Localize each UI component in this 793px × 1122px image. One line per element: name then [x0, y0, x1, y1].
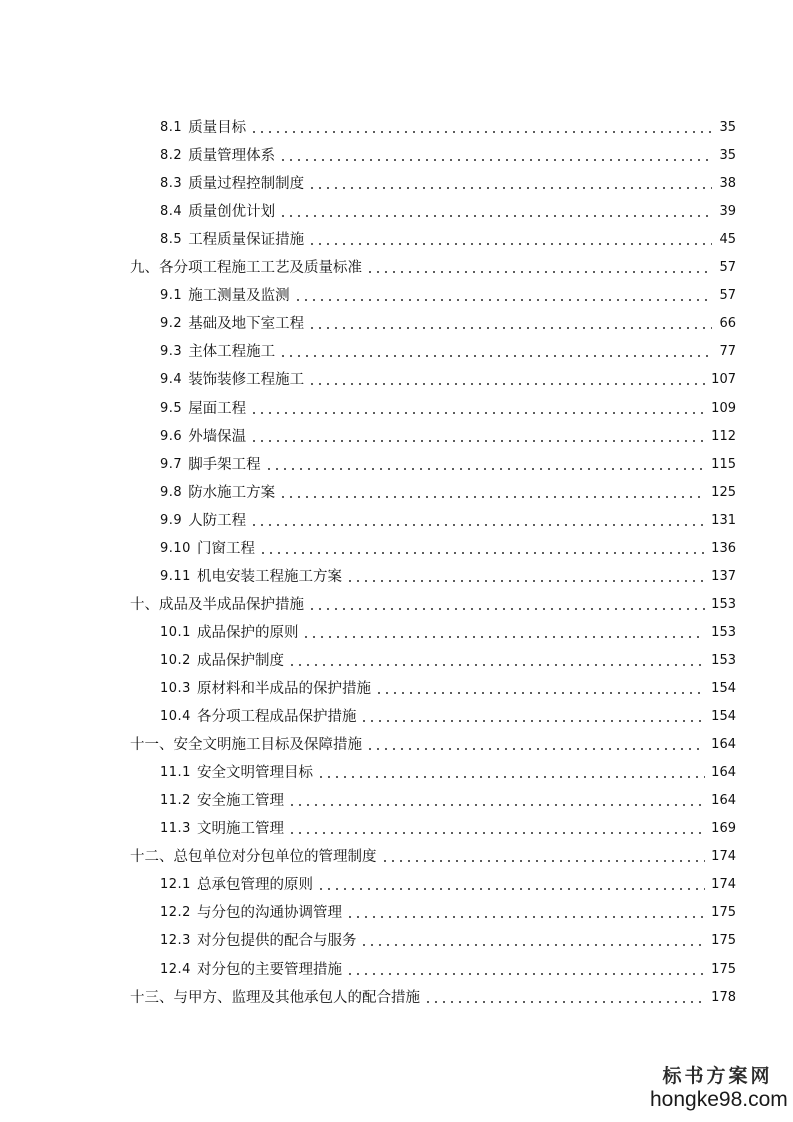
toc-section-entry[interactable]	[160, 791, 736, 811]
toc-entry-title: 成品保护的原则	[196, 624, 299, 641]
toc-dot-leader	[308, 314, 712, 334]
toc-entry-page: 154	[711, 681, 736, 696]
toc-entry-page: 125	[711, 484, 736, 500]
toc-section-entry[interactable]	[160, 903, 736, 923]
toc-entry-title: 门窗工程	[196, 540, 255, 557]
toc-dot-leader	[308, 595, 705, 615]
toc-section-entry[interactable]	[160, 763, 736, 783]
toc-entry-number: 9.1	[160, 288, 183, 304]
toc-entry-number: 8.4	[160, 204, 183, 220]
toc-entry-number: 十、	[130, 596, 159, 613]
toc-entry-page: 136	[711, 540, 736, 556]
toc-dot-leader	[250, 118, 712, 138]
toc-section-entry[interactable]	[160, 567, 736, 587]
toc-dot-leader	[250, 399, 705, 419]
toc-chapter-entry[interactable]	[130, 847, 736, 867]
toc-entry-page: 153	[711, 624, 736, 640]
toc-entry-number: 九、	[130, 260, 159, 277]
toc-chapter-entry[interactable]	[130, 595, 736, 615]
toc-section-entry[interactable]	[160, 286, 736, 306]
toc-entry-title: 安全文明管理目标	[196, 765, 313, 782]
toc-entry-number: 9.6	[160, 428, 183, 444]
toc-entry-page: 175	[711, 961, 736, 977]
toc-entry-number: 8.2	[160, 148, 183, 164]
toc-entry-page: 35	[719, 120, 736, 135]
toc-entry-number: 十三、	[130, 989, 174, 1006]
toc-entry-title: 装饰装修工程施工	[188, 372, 305, 389]
toc-section-entry[interactable]	[160, 230, 736, 250]
toc-entry-number: 12.4	[160, 961, 191, 977]
toc-dot-leader	[381, 847, 706, 867]
toc-section-entry[interactable]	[160, 399, 736, 419]
toc-entry-number: 12.1	[160, 877, 191, 893]
toc-dot-leader	[366, 258, 712, 278]
toc-entry-number: 8.1	[160, 120, 183, 135]
toc-entry-number: 9.7	[160, 456, 183, 472]
watermark-name: 标书方案网	[662, 1065, 773, 1087]
toc-entry-page: 112	[711, 428, 736, 444]
toc-entry-page: 39	[719, 204, 736, 220]
toc-section-entry[interactable]	[160, 370, 736, 390]
toc-entry-title: 质量过程控制制度	[188, 176, 305, 193]
toc-dot-leader	[279, 483, 705, 503]
toc-section-entry[interactable]	[160, 623, 736, 643]
toc-entry-title: 防水施工方案	[188, 484, 276, 501]
toc-entry-number: 9.3	[160, 344, 183, 360]
toc-dot-leader	[302, 623, 705, 643]
toc-entry-number: 9.5	[160, 400, 183, 416]
toc-section-entry[interactable]	[160, 118, 736, 138]
toc-entry-page: 107	[711, 372, 736, 388]
toc-entry-title: 安全施工管理	[196, 793, 284, 810]
toc-entry-title: 成品保护制度	[196, 652, 284, 669]
toc-entry-number: 12.2	[160, 905, 191, 921]
toc-section-entry[interactable]	[160, 539, 736, 559]
toc-entry-number: 9.11	[160, 568, 191, 584]
toc-dot-leader	[279, 342, 712, 362]
toc-dot-leader	[366, 735, 705, 755]
toc-entry-title: 屋面工程	[188, 400, 247, 417]
toc-entry-number: 12.3	[160, 933, 191, 949]
watermark-logo	[650, 1064, 788, 1112]
toc-entry-title: 质量目标	[188, 120, 247, 136]
toc-entry-number: 11.2	[160, 793, 191, 809]
toc-chapter-entry[interactable]	[130, 988, 736, 1008]
toc-entry-title: 成品及半成品保护措施	[159, 596, 304, 613]
toc-entry-number: 10.2	[160, 652, 191, 668]
toc-entry-number: 9.2	[160, 316, 183, 332]
toc-entry-page: 164	[711, 765, 736, 781]
toc-section-entry[interactable]	[160, 960, 736, 980]
toc-entry-page: 66	[719, 316, 736, 332]
toc-section-entry[interactable]	[160, 819, 736, 839]
toc-entry-number: 9.8	[160, 484, 183, 500]
toc-entry-page: 57	[719, 260, 736, 276]
toc-entry-number: 10.4	[160, 709, 191, 725]
toc-entry-page: 175	[711, 933, 736, 949]
toc-entry-page: 77	[719, 344, 736, 360]
toc-entry-title: 质量创优计划	[188, 204, 276, 221]
toc-entry-number: 十二、	[130, 849, 174, 866]
toc-section-entry[interactable]	[160, 483, 736, 503]
toc-entry-page: 153	[711, 652, 736, 668]
toc-entry-page: 153	[711, 596, 736, 612]
toc-entry-page: 164	[711, 737, 736, 753]
toc-entry-number: 9.9	[160, 512, 183, 528]
toc-entry-number: 9.10	[160, 540, 191, 556]
toc-entry-page: 169	[711, 821, 736, 837]
toc-entry-number: 8.5	[160, 232, 183, 248]
toc-section-entry[interactable]	[160, 651, 736, 671]
toc-entry-title: 与甲方、监理及其他承包人的配合措施	[173, 989, 420, 1006]
toc-entry-title: 总包单位对分包单位的管理制度	[173, 849, 377, 866]
toc-dot-leader	[375, 679, 705, 699]
toc-section-entry[interactable]	[160, 931, 736, 951]
toc-entry-number: 11.1	[160, 765, 191, 781]
toc-dot-leader	[308, 174, 712, 194]
toc-section-entry[interactable]	[160, 679, 736, 699]
toc-entry-page: 137	[711, 568, 736, 584]
watermark-url: hongke98.com	[650, 1088, 788, 1111]
toc-entry-page: 45	[719, 232, 736, 248]
toc-entry-page: 115	[711, 456, 736, 472]
toc-entry-page: 174	[711, 877, 736, 893]
toc-section-entry[interactable]	[160, 342, 736, 362]
toc-dot-leader	[288, 791, 705, 811]
toc-section-entry[interactable]	[160, 511, 736, 531]
toc-section-entry[interactable]	[160, 314, 736, 334]
toc-entry-title: 脚手架工程	[188, 456, 261, 473]
toc-dot-leader	[294, 286, 712, 306]
toc-dot-leader	[279, 146, 712, 166]
toc-entry-page: 178	[711, 989, 736, 1005]
toc-entry-page: 154	[711, 709, 736, 725]
toc-entry-title: 各分项工程施工工艺及质量标准	[159, 260, 362, 277]
toc-entry-number: 8.3	[160, 176, 183, 192]
toc-dot-leader	[360, 707, 705, 727]
toc-entry-title: 安全文明施工目标及保障措施	[173, 737, 362, 754]
toc-entry-title: 各分项工程成品保护措施	[196, 709, 357, 726]
toc-section-entry[interactable]	[160, 455, 736, 475]
toc-section-entry[interactable]	[160, 875, 736, 895]
toc-dot-leader	[346, 567, 705, 587]
toc-entry-title: 机电安装工程施工方案	[196, 568, 342, 585]
toc-entry-title: 基础及地下室工程	[188, 316, 305, 333]
toc-dot-leader	[346, 903, 705, 923]
toc-section-entry[interactable]	[160, 174, 736, 194]
toc-entry-title: 工程质量保证措施	[188, 232, 305, 249]
toc-chapter-entry[interactable]	[130, 735, 736, 755]
toc-dot-leader	[279, 202, 712, 222]
toc-entry-title: 总承包管理的原则	[196, 877, 313, 894]
toc-dot-leader	[265, 455, 705, 475]
toc-dot-leader	[360, 931, 705, 951]
toc-section-entry[interactable]	[160, 707, 736, 727]
toc-entry-page: 174	[711, 849, 736, 865]
toc-dot-leader	[259, 539, 705, 559]
toc-entry-title: 主体工程施工	[188, 344, 276, 361]
toc-entry-title: 对分包的主要管理措施	[196, 961, 342, 978]
toc-dot-leader	[288, 819, 705, 839]
toc-dot-leader	[317, 763, 705, 783]
toc-entry-page: 38	[719, 176, 736, 192]
toc-entry-title: 质量管理体系	[188, 148, 276, 165]
toc-entry-number: 11.3	[160, 821, 191, 837]
toc-entry-number: 10.1	[160, 624, 191, 640]
toc-section-entry[interactable]	[160, 146, 736, 166]
toc-entry-title: 原材料和半成品的保护措施	[196, 681, 371, 697]
toc-entry-number: 10.3	[160, 681, 191, 696]
toc-dot-leader	[346, 960, 705, 980]
toc-entry-page: 164	[711, 793, 736, 809]
toc-entry-title: 与分包的沟通协调管理	[196, 905, 342, 922]
toc-section-entry[interactable]	[160, 202, 736, 222]
toc-entry-page: 109	[711, 400, 736, 416]
toc-entry-title: 文明施工管理	[196, 821, 284, 838]
toc-section-entry[interactable]	[160, 427, 736, 447]
toc-dot-leader	[250, 511, 705, 531]
toc-dot-leader	[250, 427, 705, 447]
toc-entry-page: 35	[719, 148, 736, 164]
toc-entry-number: 十一、	[130, 737, 174, 754]
toc-entry-number: 9.4	[160, 372, 183, 388]
toc-entry-title: 施工测量及监测	[188, 288, 290, 305]
toc-dot-leader	[308, 230, 712, 250]
toc-entry-title: 人防工程	[188, 512, 247, 529]
toc-dot-leader	[424, 988, 705, 1008]
toc-entry-page: 131	[711, 512, 736, 528]
toc-dot-leader	[308, 370, 705, 390]
toc-entry-page: 175	[711, 905, 736, 921]
toc-dot-leader	[288, 651, 705, 671]
toc-entry-page: 57	[719, 288, 736, 304]
toc-entry-title: 外墙保温	[188, 428, 247, 445]
toc-entry-title: 对分包提供的配合与服务	[196, 933, 357, 950]
toc-dot-leader	[317, 875, 705, 895]
toc-chapter-entry[interactable]	[130, 258, 736, 278]
